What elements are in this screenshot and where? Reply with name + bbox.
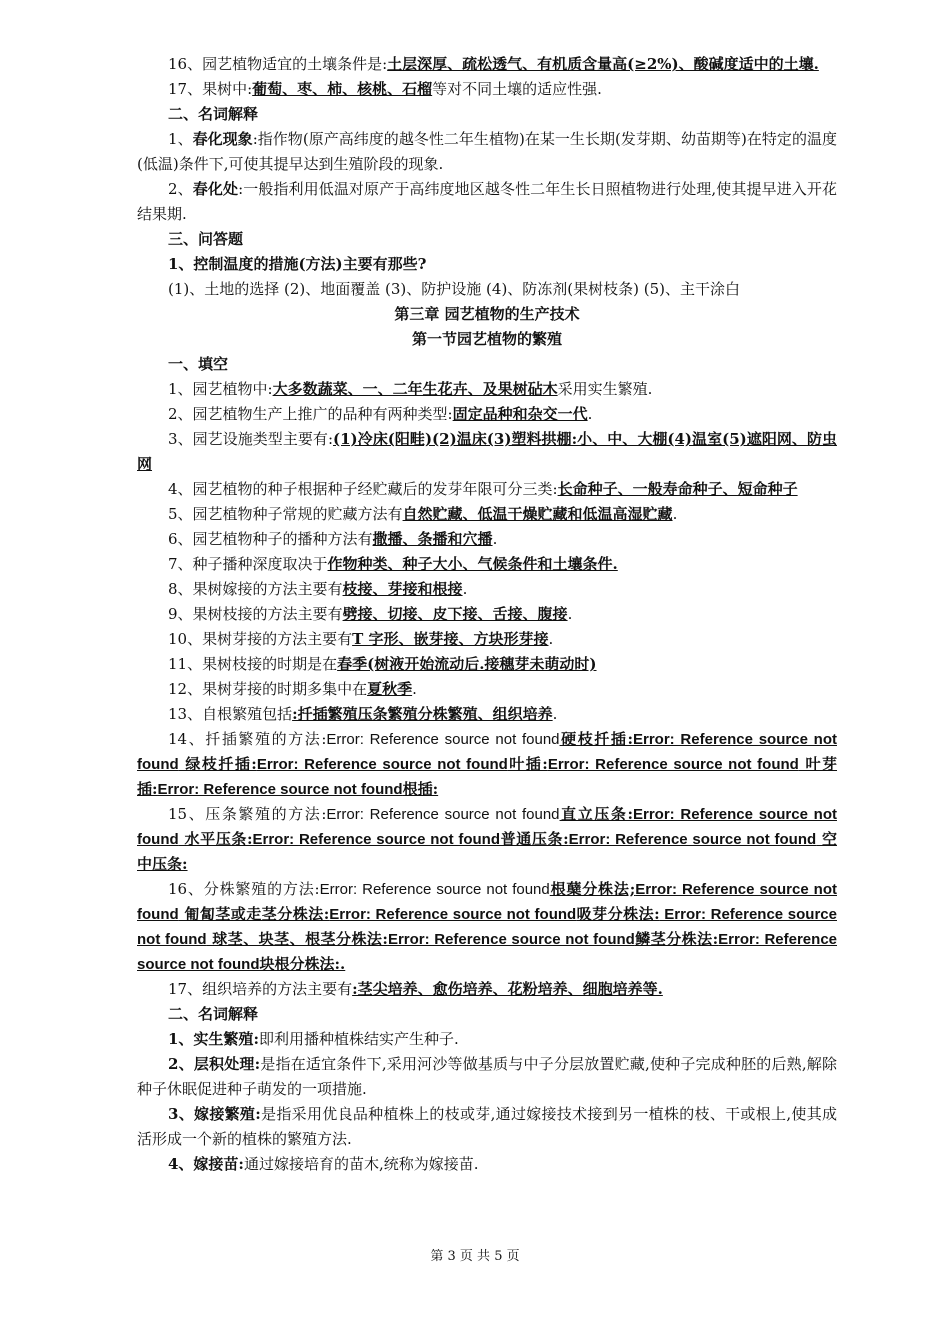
paragraph [137, 577, 837, 602]
answer-text: 夏秋季 [367, 680, 413, 698]
text-span: :一般指利用低温对原产于高纬度地区越冬性二年生长日照植物进行处理,使其提早进入开花结果期. [137, 180, 837, 223]
text-span: 1、 [168, 130, 193, 148]
text-span: 10、果树芽接的方法主要有 [168, 630, 353, 648]
answer-text: 空中压条: [137, 830, 837, 873]
text-span: 二、名词解释 [168, 1005, 259, 1023]
paragraph [137, 52, 837, 77]
paragraph [137, 327, 837, 352]
text-span: (1)、土地的选择 (2)、地面覆盖 (3)、防护设施 (4)、防冻剂(果树枝条) (5)、主干涂白 [168, 280, 741, 298]
text-span: 采用实生繁殖. [557, 380, 653, 398]
paragraph [137, 702, 837, 727]
paragraph [137, 877, 837, 977]
answer-text: 根蘖分株法; [549, 880, 636, 898]
answer-text: 普通压条: [500, 830, 569, 848]
text-span: 第三章 园艺植物的生产技术 [394, 305, 580, 323]
term-label: 2、层积处理: [168, 1055, 261, 1073]
answer-text: 根插: [402, 780, 439, 798]
answer-text: 自然贮藏、低温干燥贮藏和低温高湿贮藏 [402, 505, 673, 523]
paragraph [137, 727, 837, 802]
paragraph [137, 477, 837, 502]
text-span: 三、问答题 [168, 230, 244, 248]
paragraph [137, 252, 837, 277]
paragraph [137, 552, 837, 577]
paragraph [137, 427, 837, 477]
paragraph [137, 352, 837, 377]
paragraph [137, 502, 837, 527]
paragraph [137, 652, 837, 677]
paragraph [137, 402, 837, 427]
text-span: . [462, 580, 468, 598]
text-span: 14、扦插繁殖的方法: [168, 730, 327, 748]
paragraph [137, 302, 837, 327]
answer-text: Error: Reference source not found [387, 931, 635, 948]
answer-text: Error: Reference source not found [547, 756, 799, 773]
text-span: 17、组织培养的方法主要有 [168, 980, 353, 998]
answer-text: Error: Reference source not found [256, 756, 508, 773]
term-label: 3、嫁接繁殖: [168, 1105, 261, 1123]
answer-text: 春季(树液开始流动后.接穗芽未萌动时) [337, 655, 597, 673]
text-span: . [548, 630, 554, 648]
term-label: 4、嫁接苗: [168, 1155, 244, 1173]
text-span: 3、园艺设施类型主要有: [168, 430, 333, 448]
paragraph [137, 677, 837, 702]
text-span: 4、园艺植物的种子根据种子经贮藏后的发芽年限可分三类: [168, 480, 558, 498]
text-span: 第一节园艺植物的繁殖 [411, 330, 562, 348]
text-span: 11、果树枝接的时期是在 [168, 655, 338, 673]
answer-text: 绿枝扦插: [178, 755, 257, 773]
answer-text: 大多数蔬菜、一、二年生花卉、及果树砧木 [272, 380, 558, 398]
answer-text: 块根分株法:. [259, 955, 346, 973]
answer-text: :扦插繁殖压条繁殖分株繁殖、组织培养 [292, 705, 553, 723]
text-span: 一、填空 [168, 355, 229, 373]
answer-text: Error: Reference source not found [137, 931, 838, 973]
text-span: 6、园艺植物种子的播种方法有 [168, 530, 373, 548]
text-span: . [587, 405, 593, 423]
answer-text: Error: Reference source not found [137, 806, 837, 848]
term-label: 1、实生繁殖: [168, 1030, 259, 1048]
text-span: 15、压条繁殖的方法: [168, 805, 327, 823]
text-span: . [567, 605, 573, 623]
answer-text: 叶芽插: [137, 755, 838, 798]
answer-text: 土层深厚、疏松透气、有机质含量高(≥2%)、酸碱度适中的土壤. [387, 55, 819, 73]
answer-text: T 字形、嵌芽接、方块形芽接 [352, 630, 549, 648]
text-span: 17、果树中: [168, 80, 253, 98]
answer-text: 劈接、切接、皮下接、舌接、腹接 [342, 605, 568, 623]
answer-text: 鳞茎分株法: [634, 930, 719, 948]
paragraph [137, 1002, 837, 1027]
paragraph [137, 277, 837, 302]
paragraph [137, 77, 837, 102]
answer-text: Error: Reference source not found [329, 906, 577, 923]
text-span: . [672, 505, 678, 523]
paragraph [137, 1152, 837, 1177]
text-span: 是指在适宜条件下,采用河沙等做基质与中子分层放置贮藏,使种子完成种胚的后熟,解除种子休眠促进种子萌发的一项措施. [137, 1055, 838, 1098]
answer-text: 叶插: [507, 755, 548, 773]
text-span: 12、果树芽接的时期多集中在 [168, 680, 368, 698]
text-span: 13、自根繁殖包括 [168, 705, 293, 723]
answer-text: Error: Reference source not found [137, 731, 837, 773]
paragraph [137, 127, 837, 177]
text-span: 2、园艺植物生产上推广的品种有两种类型: [168, 405, 453, 423]
text-span: 二、名词解释 [168, 105, 259, 123]
text-span: 1、控制温度的措施(方法)主要有那些? [168, 255, 427, 273]
paragraph [137, 1052, 837, 1102]
paragraph [137, 377, 837, 402]
answer-text: 吸芽分株法: [576, 905, 660, 923]
reference-error-text: Error: Reference source not found [326, 806, 560, 823]
answer-text: 枝接、芽接和根接 [342, 580, 463, 598]
answer-text: 长命种子、一般寿命种子、短命种子 [557, 480, 798, 498]
answer-text: 固定品种和杂交一代 [452, 405, 588, 423]
answer-text: Error: Reference source not found [252, 831, 501, 848]
term-label: 春化处 [192, 180, 239, 198]
term-label: 春化现象 [192, 130, 253, 148]
text-span: :指作物(原产高纬度的越冬性二年生植物)在某一生长期(发芽期、幼苗期等)在特定的温度(低温)条件下,可使其提早达到生殖阶段的现象. [137, 130, 837, 173]
answer-text: Error: Reference source not found [568, 831, 817, 848]
text-span: . [492, 530, 498, 548]
text-span: . [412, 680, 417, 698]
answer-text: 球茎、块茎、根茎分株法: [206, 930, 388, 948]
answer-text: 葡萄、枣、柿、核桃、石榴 [252, 80, 433, 98]
answer-text: 撒播、条播和穴播 [372, 530, 493, 548]
answer-text: 作物种类、种子大小、气候条件和土壤条件. [327, 555, 618, 573]
answer-text: 直立压条: [559, 805, 633, 823]
text-span: 即利用播种植株结实产生种子. [258, 1030, 459, 1048]
paragraph [137, 977, 837, 1002]
paragraph [137, 527, 837, 552]
answer-text: (1)冷床(阳畦)(2)温床(3)塑料拱棚:小、中、大棚(4)温室(5)遮阳网、防虫网 [137, 430, 837, 473]
paragraph [137, 102, 837, 127]
answer-text: Error: Reference source not found [157, 781, 403, 798]
reference-error-text: Error: Reference source not found [319, 881, 550, 898]
text-span: 1、园艺植物中: [168, 380, 273, 398]
text-span: 16、园艺植物适宜的土壤条件是: [168, 55, 388, 73]
answer-text: 匍匐茎或走茎分株法: [178, 905, 330, 923]
text-span: 是指采用优良品种植株上的枝或芽,通过嫁接技术接到另一植株的枝、干或根上,使其成活形成一个新的植株的繁殖方法. [137, 1105, 837, 1148]
paragraph [137, 802, 837, 877]
answer-text: 水平压条: [178, 830, 253, 848]
paragraph [137, 1102, 837, 1152]
paragraph [137, 1027, 837, 1052]
text-span: 通过嫁接培育的苗木,统称为嫁接苗. [243, 1155, 479, 1173]
text-span: 2、 [168, 180, 193, 198]
text-span: 7、种子播种深度取决于 [168, 555, 328, 573]
answer-text: :茎尖培养、愈伤培养、花粉培养、细胞培养等. [352, 980, 663, 998]
text-span: . [552, 705, 558, 723]
text-span: 9、果树枝接的方法主要有 [168, 605, 343, 623]
reference-error-text: Error: Reference source not found [326, 731, 560, 748]
paragraph [137, 177, 837, 227]
paragraph [137, 627, 837, 652]
text-span: 16、分株繁殖的方法: [168, 880, 320, 898]
answer-text: Error: Reference source not found [137, 906, 837, 948]
paragraph [137, 227, 837, 252]
text-span: 等对不同土壤的适应性强. [432, 80, 602, 98]
answer-text: Error: Reference source not found [137, 881, 837, 923]
answer-text: 硬枝扦插: [559, 730, 633, 748]
text-span: 8、果树嫁接的方法主要有 [168, 580, 343, 598]
text-span: 5、园艺植物种子常规的贮藏方法有 [168, 505, 403, 523]
page-footer: 第 3 页 共 5 页 [430, 1249, 520, 1264]
document-body [137, 52, 837, 1177]
paragraph [137, 602, 837, 627]
